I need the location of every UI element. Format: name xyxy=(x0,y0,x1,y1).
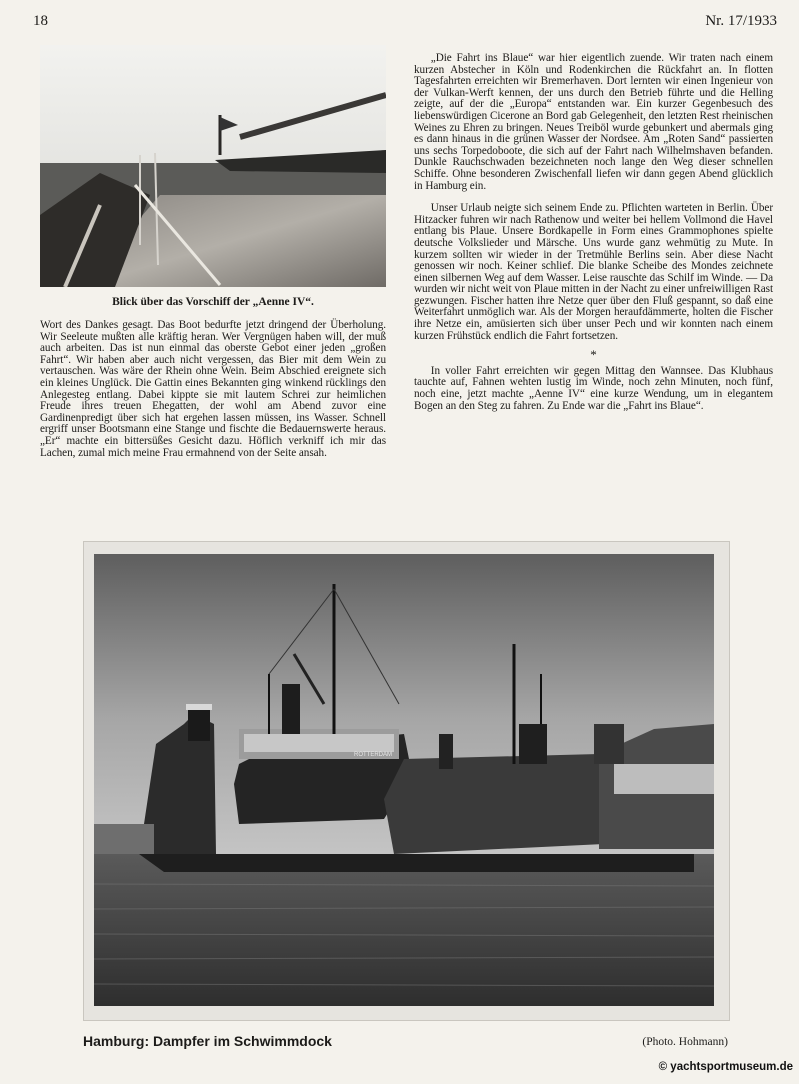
photo-foredeck-image xyxy=(40,45,386,287)
ship-name-label: ROTTERDAM xyxy=(354,752,392,758)
article-right-column xyxy=(414,53,773,412)
watermark: © yachtsportmuseum.de xyxy=(658,1061,793,1073)
left-paragraph: Wort des Dankes gesagt. Das Boot bedurfte jetzt dringend der Überholung. Wir Seeleute mußten alle kräftig heran. Wer Vergnügen haben will, der muß auch arbeiten. Das ist nun einmal das oberste Gebot einer jeden „großen Fahrt“. Wir haben aber auch nicht vergessen, das Bier mit dem Wein zu vertauschen. Was wäre der Rhein ohne Wein. Beim Abschied ereignete sich ein kleines Unglück. Die Gattin eines Bekannten ging winkend rücklings den Anlegesteg entlang. Dabei kippte sie mit lautem Schrei zur heimlichen Freude ihres treuen Ehegatten, der wohl am Abend zuvor eine Gardinenpredigt über sich hat ergehen lassen müssen, ins Wasser. Schnell ergriff unser Bootsmann eine Stange und fischte die Bedauernswerte heraus. „Er“ machte ein bittersüßes Gesicht dazu. Höflich verkniff ich mir das Lachen, zumal mich meine Frau ermahnend von der Seite ansah. xyxy=(40,319,386,459)
photo-foredeck-caption: Blick über das Vorschiff der „Aenne IV“. xyxy=(112,296,314,308)
page-number: 18 xyxy=(33,13,48,29)
issue-number: Nr. 17/1933 xyxy=(705,13,777,29)
right-paragraph-2: Unser Urlaub neigte sich seinem Ende zu. Pflichten warteten in Berlin. Über Hitzacker fuhren wir nach Rathenow und weiter bei hellem Vollmond die Havel entlang bis Plaue. Unsere Bordkapelle in Form eines Grammophones spielte deutsche Volkslieder und Märsche. Uns wurde ganz wehmütig zu Mute. In kurzem sollten wir wieder in der Tretmühle Berlins sein. Aber diese Nacht genossen wir noch. Keiner schlief. Die blanke Scheibe des Mondes zeichnete einen silbernen Weg auf dem Wasser. Leise rauschte das Schilf im Winde. — Da wurden wir nicht weit von Plaue mitten in der Nacht zu einer unfreiwilligen Rast gezwungen. Fischer hatten ihre Netze quer über den Fluß gespannt, so daß eine Weiterfahrt unmöglich war. Als der Morgen heraufdämmerte, holten die Fischer ihre Netze ein, amüsierten sich über unser Pech und wir konnten nach einem kurzen Frühstück endlich die Fahrt fortsetzen. xyxy=(414,202,773,342)
section-separator: * xyxy=(590,347,597,363)
right-paragraph-1: „Die Fahrt ins Blaue“ war hier eigentlich zuende. Wir traten nach einem kurzen Abstecher in Köln und Rodenkirchen die Rückfahrt an. In flotten Tagesfahrten erreichten wir Bremerhaven. Dort lernten wir einen Ingenieur von der Vulkan-Werft kennen, der uns durch den Betrieb führte und die Helling zeigte, auf der die „Europa“ entstanden war. Ein kurzer Gegenbesuch des liebenswürdigen Cicerone an Bord gab Gelegenheit, den letzten Rest rheinischen Weines zu Ehren zu bringen. Neues Treiböl wurde gebunkert und abermals ging es dann hinaus in die grünen Wasser der Nordsee. Am „Roten Sand“ passierten uns sechs Torpedoboote, die sich auf der Fahrt nach Wilhelmshaven befanden. Dunkle Rauchschwaden bezeichneten noch lange den Weg dieser schnellen Schiffe. Ohne besonderen Zwischenfall liefen wir dann gegen Abend glücklich in Hamburg ein. xyxy=(414,52,773,192)
photo-credit: (Photo. Hohmann) xyxy=(642,1036,728,1048)
article-left-column xyxy=(40,320,386,459)
photo-foredeck xyxy=(40,45,386,287)
right-paragraph-3: In voller Fahrt erreichten wir gegen Mittag den Wannsee. Das Klubhaus tauchte auf, Fahnen wehten lustig im Winde, noch zehn Minuten, noch fünf, noch eine, jetzt machte „Aenne IV“ eine kurze Wendung, um in elegantem Bogen an den Steg zu fahren. Zu Ende war die „Fahrt ins Blaue“. xyxy=(414,364,773,412)
photo-floating-dock xyxy=(94,554,714,1006)
photo-floating-dock-caption: Hamburg: Dampfer im Schwimmdock xyxy=(83,1033,332,1049)
photo-floating-dock-image xyxy=(94,554,714,1006)
